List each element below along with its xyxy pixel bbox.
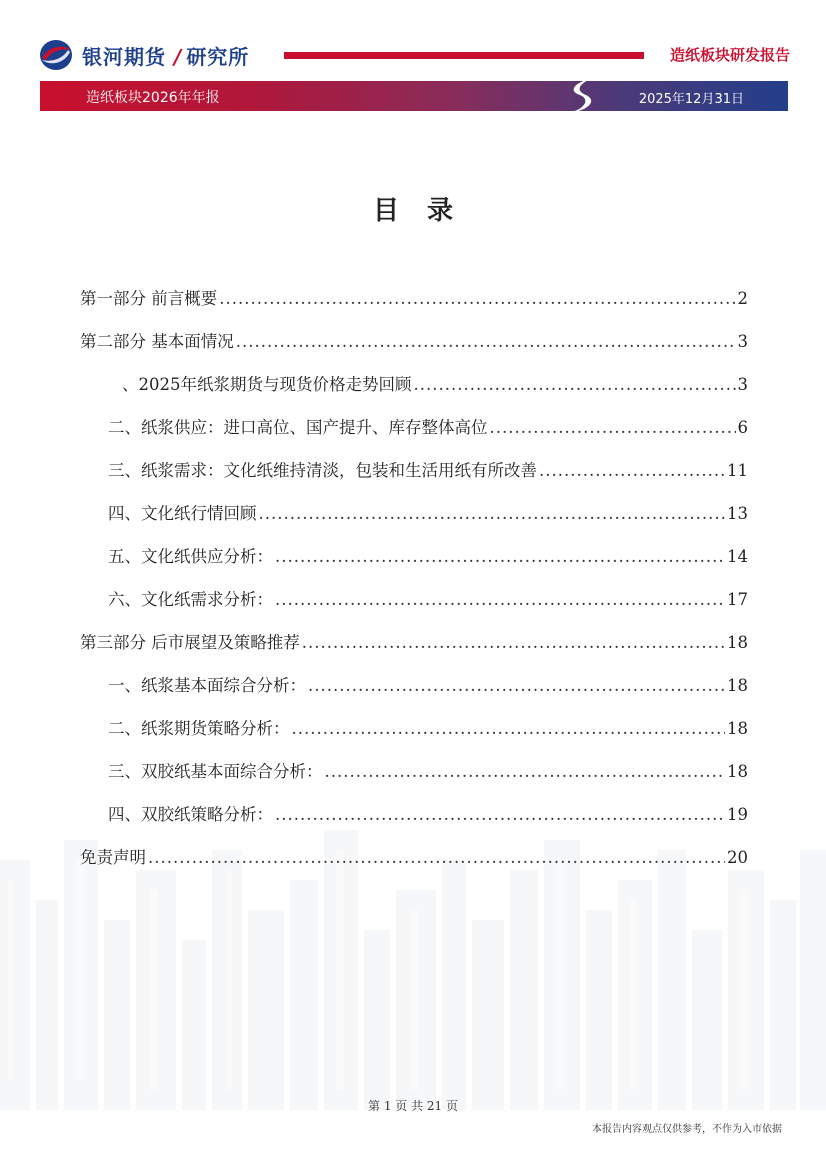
toc-entry[interactable] — [80, 624, 748, 654]
toc-entry[interactable] — [80, 280, 748, 310]
brand-text — [82, 41, 249, 70]
header-red-rule — [284, 52, 644, 59]
footer-disclaimer: 本报告内容观点仅供参考，不作为入市依据 — [592, 1124, 782, 1135]
toc-entry-label: 四、文化纸行情回顾 — [108, 504, 257, 523]
toc-leader-dots — [292, 718, 726, 740]
toc-entry-label: 、2025年纸浆期货与现货价格走势回顾 — [122, 375, 412, 394]
toc-leader-dots — [236, 331, 736, 353]
toc-entry[interactable] — [108, 495, 748, 525]
toc-entry-page: 6 — [737, 418, 748, 437]
brand-logo — [38, 38, 249, 72]
toc-entry-label: 六、文化纸需求分析： — [108, 590, 273, 609]
toc-entry-label: 二、纸浆期货策略分析： — [108, 719, 290, 738]
brand-name: 银河期货 — [82, 44, 166, 69]
toc-leader-dots — [302, 632, 725, 654]
toc-leader-dots — [275, 546, 725, 568]
toc-leader-dots — [219, 288, 735, 310]
toc-leader-dots — [275, 589, 725, 611]
toc-entry-page: 2 — [737, 289, 748, 308]
toc-entry-label: 四、双胶纸策略分析： — [108, 805, 273, 824]
toc-leader-dots — [308, 675, 725, 697]
toc-entry-page: 19 — [727, 805, 748, 824]
banner-date: 2025年12月31日 — [638, 92, 744, 107]
toc-entry-page: 3 — [737, 375, 748, 394]
brand-slash: / — [174, 44, 183, 69]
toc-entry[interactable] — [108, 796, 748, 826]
toc-entry-page: 18 — [727, 762, 748, 781]
toc-entry[interactable] — [108, 452, 748, 482]
galaxy-logo-icon — [38, 38, 74, 72]
toc-entry-label: 第三部分 后市展望及策略推荐 — [80, 633, 300, 652]
toc-entry-page: 18 — [727, 633, 748, 652]
toc-leader-dots — [148, 847, 725, 869]
header-banner — [40, 81, 788, 111]
report-type: 造纸板块研发报告 — [669, 46, 790, 64]
toc-leader-dots — [325, 761, 726, 783]
toc-entry[interactable] — [122, 366, 748, 396]
toc-entry[interactable] — [108, 409, 748, 439]
swoosh-icon — [560, 77, 600, 115]
toc-entry-label: 第一部分 前言概要 — [80, 289, 218, 308]
banner-title: 造纸板块2026年年报 — [86, 90, 220, 106]
brand-dept: 研究所 — [186, 44, 250, 69]
toc-title: 目录 — [372, 196, 481, 226]
toc-entry[interactable] — [108, 710, 748, 740]
toc-entry-label: 三、双胶纸基本面综合分析： — [108, 762, 323, 781]
toc-leader-dots — [275, 804, 725, 826]
toc-entry-page: 17 — [727, 590, 748, 609]
toc-entry-page: 20 — [727, 848, 748, 867]
toc-entry-label: 一、纸浆基本面综合分析： — [108, 676, 306, 695]
toc-entry-page: 3 — [737, 332, 748, 351]
toc-entry[interactable] — [108, 667, 748, 697]
toc-entry-page: 13 — [727, 504, 748, 523]
toc-entry-label: 第二部分 基本面情况 — [80, 332, 234, 351]
toc-entry-label: 五、文化纸供应分析： — [108, 547, 273, 566]
toc-entry-label: 二、纸浆供应：进口高位、国产提升、库存整体高位 — [108, 418, 488, 437]
toc-leader-dots — [539, 460, 725, 482]
toc-entry-page: 11 — [727, 461, 748, 480]
toc-leader-dots — [259, 503, 726, 525]
toc-entry-page: 14 — [727, 547, 748, 566]
toc-entry-label: 免责声明 — [80, 848, 146, 867]
toc-entry[interactable] — [108, 581, 748, 611]
toc-entry[interactable] — [108, 753, 748, 783]
toc-entry[interactable] — [108, 538, 748, 568]
toc-entry-page: 18 — [727, 676, 748, 695]
toc-leader-dots — [490, 417, 736, 439]
toc-leader-dots — [414, 374, 736, 396]
toc-entry[interactable] — [80, 323, 748, 353]
toc-entry-label: 三、纸浆需求：文化纸维持清淡，包装和生活用纸有所改善 — [108, 461, 537, 480]
toc-entry-page: 18 — [727, 719, 748, 738]
toc-entry[interactable] — [80, 839, 748, 869]
page-number: 第 1 页 共 21 页 — [368, 1099, 458, 1113]
